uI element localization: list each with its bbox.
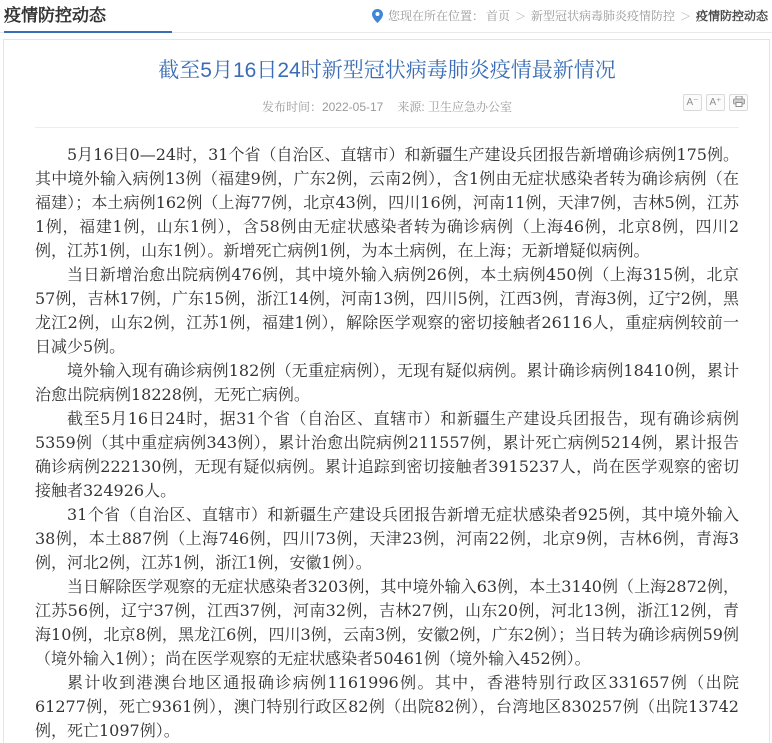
publish-label: 发布时间： <box>261 100 322 114</box>
breadcrumb-link[interactable]: 新型冠状病毒肺炎疫情防控 <box>530 9 675 23</box>
breadcrumb <box>372 7 770 24</box>
article-paragraph: 5月16日0—24时，31个省（自治区、直辖市）和新疆生产建设兵团报告新增确诊病例175例。其中境外输入病例13例（福建9例，广东2例，云南2例），含1例由无症状感染者转为确诊病例（在福建）；本土病例162例（上海77例，北京43例，四川16例，河南11例，天津7例，吉林5例，江苏1例，福建1例，山东1例），含58例由无症状感染者转为确诊病例（上海46例，北京8例，四川2例，江苏1例，山东1例）。新增死亡病例1例，为本土病例，在上海；无新增疑似病例。 <box>35 145 739 260</box>
font-larger-button[interactable]: A⁺ <box>706 94 725 111</box>
breadcrumb-separator: ＞ <box>679 11 691 23</box>
article-toolbar <box>683 94 748 111</box>
article-title: 截至5月16日24时新型冠状病毒肺炎疫情最新情况 <box>158 59 616 82</box>
article-container <box>3 39 770 743</box>
source-value: 卫生应急办公室 <box>428 100 513 114</box>
article-paragraph: 31个省（自治区、直辖市）和新疆生产建设兵团报告新增无症状感染者925例，其中境外输入38例，本土887例（上海746例，四川73例，天津23例，河南22例，北京9例，吉林6例，青海3例，河北2例，江苏1例，浙江1例，安徽1例）。 <box>35 505 739 572</box>
section-title: 疫情防控动态 <box>4 3 172 33</box>
breadcrumb-link[interactable]: 首页 <box>485 9 510 23</box>
source-label: 来源: <box>397 100 425 114</box>
breadcrumb-separator: ＞ <box>514 11 526 23</box>
article-paragraph: 境外输入现有确诊病例182例（无重症病例），无现有疑似病例。累计确诊病例18410例，累计治愈出院病例18228例，无死亡病例。 <box>35 361 739 404</box>
top-bar <box>0 0 772 33</box>
article-meta <box>35 98 739 128</box>
article-body <box>35 143 739 743</box>
article-paragraph: 累计收到港澳台地区通报确诊病例1161996例。其中，香港特别行政区331657例（出院61277例，死亡9361例），澳门特别行政区82例（出院82例），台湾地区830257例（出院13742例，死亡1097例）。 <box>35 673 739 740</box>
printer-icon <box>733 96 745 110</box>
breadcrumb-items <box>484 7 770 24</box>
article-paragraph: 截至5月16日24时，据31个省（自治区、直辖市）和新疆生产建设兵团报告，现有确诊病例5359例（其中重症病例343例），累计治愈出院病例211557例，累计死亡病例5214例，累计报告确诊病例222130例，无现有疑似病例。累计追踪到密切接触者3915237人，尚在医学观察的密切接触者324926人。 <box>35 409 739 500</box>
breadcrumb-prefix: 您现在所在位置： <box>387 9 484 23</box>
article-paragraph: 当日解除医学观察的无症状感染者3203例，其中境外输入63例，本土3140例（上海2872例，江苏56例，辽宁37例，江西37例，河南32例，吉林27例，山东20例，河北13例，浙江12例，青海10例，北京8例，黑龙江6例，四川3例，云南3例，安徽2例，广东2例）；当日转为确诊病例59例（境外输入1例）；尚在医学观察的无症状感染者50461例（境外输入452例）。 <box>35 577 739 668</box>
print-button[interactable] <box>729 94 748 111</box>
location-pin-icon <box>372 9 383 23</box>
breadcrumb-link[interactable]: 疫情防控动态 <box>695 9 768 23</box>
article-paragraph: 当日新增治愈出院病例476例，其中境外输入病例26例，本土病例450例（上海315例，北京57例，吉林17例，广东15例，浙江14例，河南13例，四川5例，江西3例，青海3例，辽宁2例，黑龙江2例，山东2例，江苏1例，福建1例），解除医学观察的密切接触者26116人，重症病例较前一日减少5例。 <box>35 265 739 356</box>
font-smaller-button[interactable]: A⁻ <box>683 94 702 111</box>
publish-date: 2022-05-17 <box>321 100 384 114</box>
